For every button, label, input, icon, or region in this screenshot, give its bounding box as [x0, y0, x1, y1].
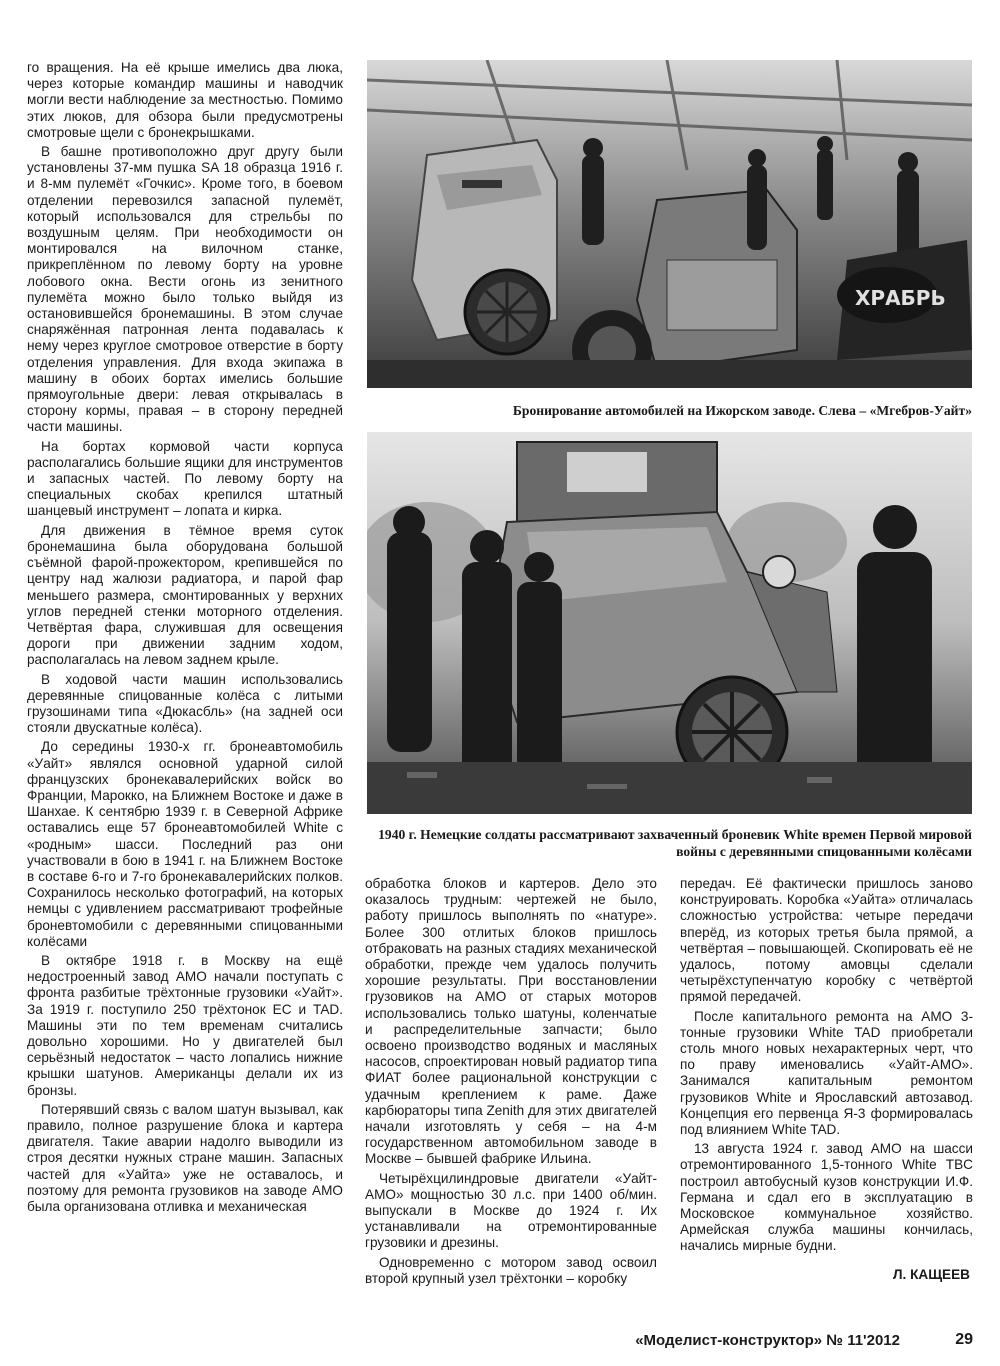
top-photo-caption: Бронирование автомобилей на Ижорском заводе. Слева – «Мгебров-Уайт» — [512, 403, 972, 418]
factory-photo-illustration — [367, 60, 972, 388]
factory-armoring-photo — [367, 60, 972, 388]
paragraph: Для движения в тёмное время суток бронемашина была оборудована большой съёмной фарой-прожектором, крепившейся по центру над жалюзи радиатора, и парой фар меньшего размера, смонтированных у верхних углов передней стенки моторного отделения. Четвёртая фара, служившая для освещения дороги при движении задним ходом, располагалась на левом заднем крыле. — [27, 522, 343, 668]
paragraph: го вращения. На её крыше имелись два люка, через которые командир машины и наводчик могли вести наблюдение за местностью. Помимо этих люков, для обзора были предусмотрены смотровые щели с бронекрышками. — [27, 60, 343, 140]
paragraph: На бортах кормовой части корпуса располагались большие ящики для инструментов и запасных частей. По левому борту на специальных скобах крепился штатный шанцевый инструмент – лопата и кирка. — [27, 438, 343, 519]
page-number: 29 — [955, 1331, 973, 1348]
paragraph: передач. Её фактически пришлось заново конструировать. Коробка «Уайта» отличалась сложностью устройства: четыре передачи вперёд, из которых третья была прямой, а четвёртая – повышающей. Скопировать её не удалось, потому амовцы сделали четырёхступенчатую коробку с четвёртой прямой передачей. — [680, 876, 973, 1005]
paragraph: После капитального ремонта на АМО 3-тонные грузовики White TAD приобретали столь много новых нехарактерных черт, что по праву именовались «Уайт-АМО». Занимался капитальным ремонтом грузовиков White и Ярославский автозавод. Концепция его первенца Я-3 формировалась под влиянием White TAD. — [680, 1008, 973, 1138]
paragraph: В башне противоположно друг другу были установлены 37-мм пушка SA 18 образца 1916 г. и 8-мм пулемёт «Гочкис». Кроме того, в боевом отделении перевозился запасной пулемёт, который использовался для стрельбы по воздушным целям. При необходимости он монтировался на вилочном станке, прикреплённом по левому борту на уровне лобового окна. Вести огонь из зенитного пулемёта можно было только выйдя из остановившейся бронемашины. В этом случае снаряжённая патронная лента подавалась к нему через круглое смотровое отверстие в борту отделения управления. Для входа экипажа в машину в обоих бортах имелись большие прямоугольные двери: левая открывалась в сторону кормы, правая – в сторону передней части машины. — [27, 144, 343, 435]
paragraph: В октябре 1918 г. в Москву на ещё недостроенный завод АМО начали поступать с фронта разбитые трёхтонные грузовики «Уайт». За 1919 г. поступило 250 трёхтонок ЕС и TAD. Машины эти по тем временам считались довольно хорошими. Но у двигателей был серьёзный недостаток – часто лопались нижние крышки шатунов. Американцы делали их из бронзы. — [27, 952, 343, 1098]
right-text-column — [680, 876, 973, 1258]
paragraph: 13 августа 1924 г. завод АМО на шасси отремонтированного 1,5-тонного White TBC построил автобусный кузов конструкции И.Ф. Германа и сдал его в эксплуатацию в Московское коммунальное хозяйство. Армейская служба машины кончилась, начались мирные будни. — [680, 1141, 973, 1254]
paragraph: Потерявший связь с валом шатун вызывал, как правило, полное разрушение блока и картера двигателя. Такие аварии надолго выводили из строя десятки нужных стране машин. Запасных частей для «Уайта» уже не оставалось, и поэтому для ремонта грузовиков на заводе АМО была организована отливка и механическая — [27, 1101, 343, 1215]
article-author: Л. КАЩЕЕВ — [892, 1267, 970, 1282]
middle-text-column — [365, 876, 657, 1290]
paragraph: До середины 1930-х гг. бронеавтомобиль «Уайт» являлся основной ударной силой французских бронекавалерийских войск во Франции, Марокко, на Ближнем Востоке и даже в Шанхае. К сентябрю 1939 г. в Северной Африке оставались еще 57 бронеавтомобилей White с «родным» шасси. Последний раз они участвовали в бою в 1941 г. на Ближнем Востоке в составе 6-го и 7-го бронекавалерийских полков. Сохранилось несколько фотографий, на которых немцы с удивлением рассматривают трофейные броневтомобили с деревянными спицованными колёсами — [27, 739, 343, 949]
khrabr-sign-text: ХРАБРЬ — [855, 286, 946, 310]
paragraph: В ходовой части машин использовались деревянные спицованные колёса с литыми грузошинами типа «Дюкасбль» (на задней оси стояли двускатные колёса). — [27, 671, 343, 736]
paragraph: Одновременно с мотором завод освоил второй крупный узел трёхтонки – коробку — [365, 1254, 657, 1286]
paragraph: обработка блоков и картеров. Дело это оказалось трудным: чертежей не было, работу пришлось выполнять по «натуре». Более 300 отлитых блоков пришлось отбраковать на разных стадиях механической обработки, прежде чем удалось получить хорошие результаты. При восстановлении грузовиков на АМО от старых моторов использовались только шатуны, коленчатые и распределительные запчасти; было освоено производство водяных и масляных насосов, спроектирован новый радиатор типа ФИАТ более рациональной конструкции с удачным креплением к раме. Даже карбюраторы типа Zenith для этих двигателей начали изготовлять у себя – на 4-м государственном автомобильном заводе в Москве – бывшей фабрике Ильина. — [365, 876, 657, 1167]
magazine-footer-title: «Моделист-конструктор» № 11'2012 — [635, 1332, 900, 1349]
left-text-column — [27, 60, 343, 1218]
captured-car-illustration — [367, 432, 972, 814]
captured-white-armored-car-photo — [367, 432, 972, 814]
bottom-photo-caption: 1940 г. Немецкие солдаты рассматривают захваченный броневик White времен Первой мировой войны с деревянными спицованными колёсами — [378, 827, 972, 859]
paragraph: Четырёхцилиндровые двигатели «Уайт-АМО» мощностью 30 л.с. при 1400 об/мин. выпускали в Москве до 1924 г. Их устанавливали на отремонтированные грузовики и дрезины. — [365, 1170, 657, 1251]
